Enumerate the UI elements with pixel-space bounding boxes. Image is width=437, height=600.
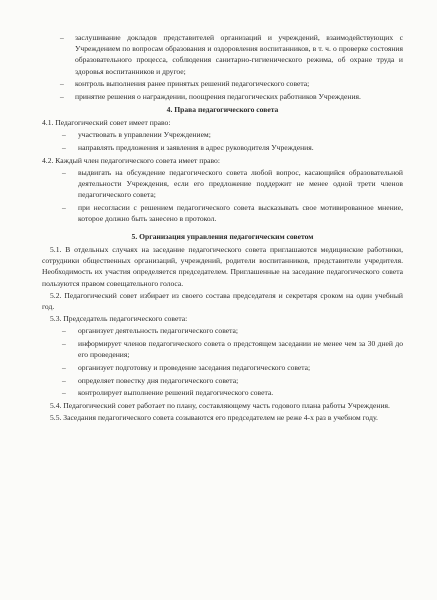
list-item (42, 142, 403, 153)
list-item (42, 32, 403, 77)
section-5-title: 5. Организация управления педагогическим советом (131, 231, 314, 241)
list-item (42, 338, 403, 360)
list-item (42, 129, 403, 140)
dash-marker: – (62, 142, 66, 152)
bullet-text: участвовать в управлении Учреждением; (78, 130, 211, 140)
dash-marker: – (62, 130, 66, 140)
bullet-text: принятие решения о награждении, поощрения педагогических работников Учреждения. (75, 92, 361, 102)
bullet-text: выдвигать на обсуждение педагогического совета любой вопрос, касающийся образовательной деятельности Учреждения, если его предложение поддержит не менее одной трети членов педагогического совета; (78, 167, 403, 200)
dash-marker: – (60, 33, 64, 42)
section-4-title: 4. Права педагогического совета (166, 104, 279, 114)
dash-marker: – (60, 92, 64, 102)
list-item (42, 202, 403, 224)
bullet-text: заслушивание докладов представителей организаций и учреждений, взаимодействующих с Учреждением по вопросам образования и оздоровления воспитанников, в т. ч. о проверке состояния образовательного процесса, соблюдения санитарно-гигиенического режима, об охране труда и здоровья воспитанников и другое; (75, 33, 403, 76)
dash-marker: – (62, 339, 66, 349)
dash-marker: – (62, 167, 66, 177)
list-item (42, 375, 403, 386)
dash-marker: – (60, 79, 64, 89)
bullet-text: информирует членов педагогического совета о предстоящем заседании не менее чем за 30 дней до его проведения; (78, 339, 403, 360)
bullet-text: контроль выполнения ранее принятых решений педагогического совета; (75, 79, 310, 89)
paragraph-5-4: 5.4. Педагогический совет работает по плану, составляющему часть годового плана работы Учреждения. (50, 401, 390, 411)
bullet-text: определяет повестку дня педагогического совета; (78, 375, 239, 385)
list-item (42, 91, 403, 102)
bullet-text: при несогласии с решением педагогического совета высказывать свое мотивированное мнение, которое должно быть занесено в протокол. (78, 202, 403, 224)
paragraph-5-1: 5.1. В отдельных случаях на заседание педагогического совета приглашаются медицинские работники, сотрудники общественных организаций, учреждений, родители воспитанников, представители учредителя. Необходимость их участия определяется председателем. Приглашенные на заседание педагогического совета пользуются правом совещательного голоса. (42, 244, 403, 288)
dash-marker: – (62, 326, 66, 336)
dash-marker: – (62, 202, 66, 212)
paragraph-5-2: 5.2. Педагогический совет избирает из своего состава председателя и секретаря сроком на один учебный год. (42, 290, 403, 311)
bullet-text: направлять предложения и заявления в адрес руководителя Учреждения. (78, 142, 314, 152)
spacer (42, 226, 403, 230)
dash-marker: – (62, 375, 66, 385)
list-item (42, 362, 403, 373)
paragraph-4-2: 4.2. Каждый член педагогического совета имеет право: (42, 155, 220, 165)
paragraph-5-5: 5.5. Заседания педагогического совета созываются его председателем не реже 4-х раз в учебном году. (50, 413, 378, 423)
bullet-text: контролирует выполнение решений педагогического совета. (78, 388, 274, 398)
paragraph-4-1: 4.1. Педагогический совет имеет право: (42, 117, 171, 127)
list-item (42, 78, 403, 89)
list-item (42, 325, 403, 336)
list-item (42, 167, 403, 201)
bullet-text: организует деятельность педагогического совета; (78, 326, 239, 336)
bullet-text: организует подготовку и проведение заседания педагогического совета; (78, 362, 311, 372)
dash-marker: – (62, 388, 66, 398)
paragraph-5-3: 5.3. Председатель педагогического совета: (50, 314, 188, 324)
list-item (42, 387, 403, 398)
dash-marker: – (62, 362, 66, 372)
